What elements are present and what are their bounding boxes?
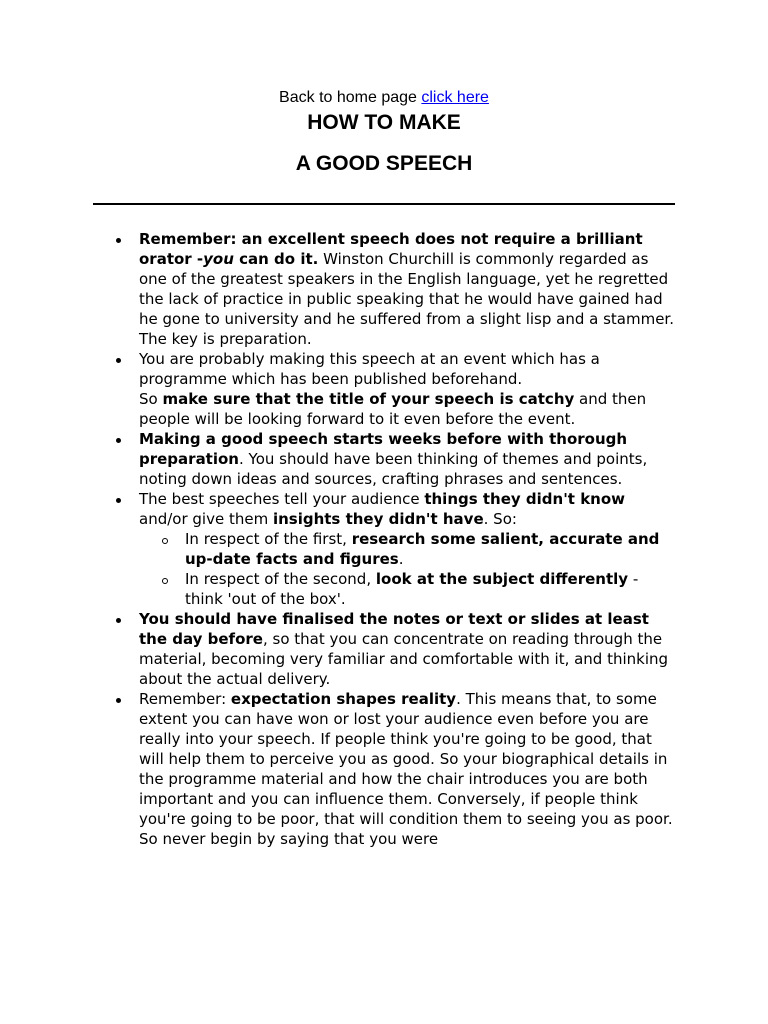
body-text: . So:: [483, 510, 517, 528]
body-text: and then people will be looking forward to it even before the event.: [139, 390, 647, 428]
body-text: In respect of the first,: [185, 530, 352, 548]
emphasis-text: you: [203, 250, 234, 268]
page-title-line-2: A GOOD SPEECH: [295, 152, 473, 175]
body-text: .: [398, 550, 404, 568]
back-to-home-text: Back to home page: [279, 89, 422, 106]
bold-text: expectation shapes reality: [230, 690, 457, 708]
click-here-link[interactable]: click here: [421, 89, 489, 106]
bold-text: insights they didn't have: [272, 510, 484, 528]
bold-text: make sure that the title of your speech is catchy: [162, 390, 575, 408]
body-text: Winston Churchill is commonly regarded as one of the greatest speakers in the English language, yet he regretted the lack of practice in public speaking that he would have gained had he gone to university and he suffered from a slight lisp and a stammer. The key is preparation.: [139, 250, 674, 348]
body-text: , so that you can concentrate on reading through the material, becoming very familiar and comfortable with it, and thinking about the actual delivery.: [139, 630, 669, 688]
list-item: [139, 689, 678, 849]
bold-text: can do it.: [233, 250, 319, 268]
body-text: . You should have been thinking of themes and points, noting down ideas and sources, crafting phrases and sentences.: [139, 450, 648, 488]
list-item: [139, 349, 678, 429]
sub-list-item: [185, 529, 678, 569]
back-to-home-line: [0, 87, 768, 109]
list-item: [139, 429, 678, 489]
tips-list: [0, 229, 768, 849]
body-text: The best speeches tell your audience: [139, 490, 425, 508]
page-header: [0, 87, 768, 177]
body-text: . This means that, to some extent you can have won or lost your audience even before you are really into your speech. If people think you're going to be good, that will help them to perceive you as good. So your biographical details in the programme material and how the chair introduces you are both important and you can influence them. Conversely, if people think you're going to be poor, that will condition them to seeing you as poor. So never begin by saying that you were: [139, 690, 673, 848]
sub-list: [139, 529, 678, 609]
sub-list-item: [185, 569, 678, 609]
speech-tips-content: [0, 229, 768, 849]
body-text: - think 'out of the box'.: [185, 570, 639, 608]
page-title-line-1: HOW TO MAKE: [307, 111, 461, 134]
list-item: [139, 609, 678, 689]
list-item: [139, 229, 678, 349]
bold-text: Remember: an excellent speech does not require a brilliant orator -: [139, 230, 643, 268]
body-text: and/or give them: [139, 510, 273, 528]
body-text: So: [139, 390, 163, 408]
body-text: In respect of the second,: [185, 570, 376, 588]
body-text: You are probably making this speech at an event which has a programme which has been published beforehand.: [139, 350, 600, 388]
bold-text: Making a good speech starts weeks before with thorough preparation: [139, 430, 628, 468]
bold-text: You should have finalised the notes or text or slides at least the day before: [139, 610, 649, 648]
bold-text: things they didn't know: [424, 490, 626, 508]
body-text: Remember:: [139, 690, 231, 708]
list-item: [139, 489, 678, 609]
bold-text: research some salient, accurate and up-date facts and figures: [185, 530, 660, 568]
horizontal-divider: [93, 203, 675, 205]
bold-text: look at the subject differently: [375, 570, 629, 588]
